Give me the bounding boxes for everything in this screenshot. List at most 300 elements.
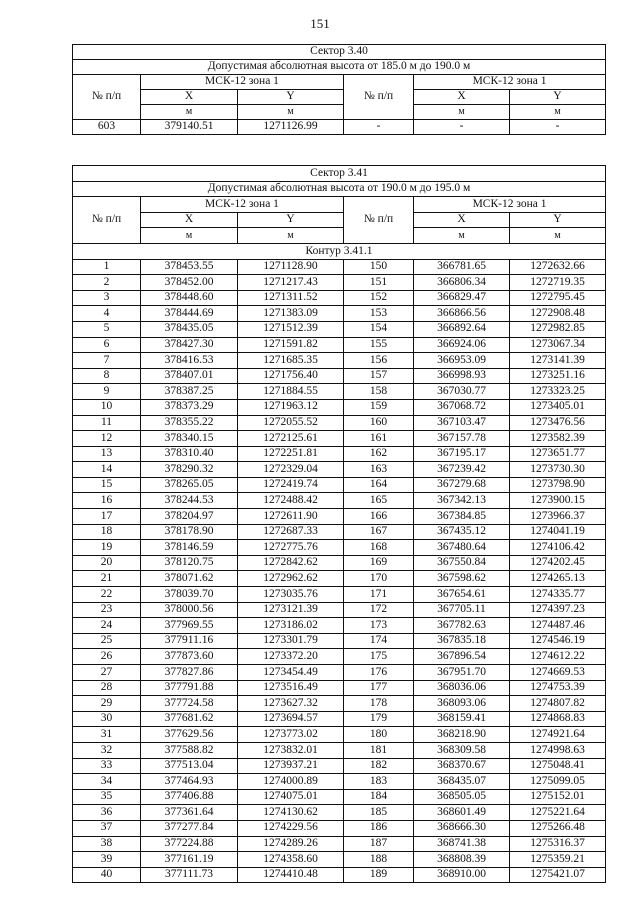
cell-y: 1272251.81 (238, 446, 344, 462)
cell-num: 38 (73, 836, 141, 852)
cell-x-2: 368159.41 (414, 711, 510, 727)
table-row (73, 446, 606, 462)
table-row (73, 462, 606, 478)
col-num-header: № п/п (73, 197, 141, 244)
cell-x-2: 367598.62 (414, 571, 510, 587)
cell-x-2: 366924.06 (414, 337, 510, 353)
cell-x: 377911.16 (141, 633, 238, 649)
cell-y-2: 1272908.48 (510, 306, 606, 322)
cell-y-2: 1274546.19 (510, 633, 606, 649)
table-row (73, 711, 606, 727)
cell-x-2: 368741.38 (414, 836, 510, 852)
cell-num: 23 (73, 602, 141, 618)
cell-y: 1271512.39 (238, 321, 344, 337)
table-row (73, 493, 606, 509)
cell-num-2: 159 (344, 399, 414, 415)
cell-num: 9 (73, 384, 141, 400)
cell-num-2: 177 (344, 680, 414, 696)
cell-y-2: 1274998.63 (510, 742, 606, 758)
cell-y-2: 1273141.39 (510, 353, 606, 369)
cell-num-2: 181 (344, 742, 414, 758)
cell-x: 379140.51 (141, 120, 238, 135)
cell-num-2: 187 (344, 836, 414, 852)
table-row (73, 852, 606, 868)
cell-x-2: 367480.64 (414, 540, 510, 556)
cell-num: 20 (73, 555, 141, 571)
cell-x-2: 368666.30 (414, 820, 510, 836)
cell-num-2: 167 (344, 524, 414, 540)
cell-y-2: 1274753.39 (510, 680, 606, 696)
cell-y: 1273186.02 (238, 618, 344, 634)
col-y-header: Y (238, 90, 344, 105)
cell-num-2: 152 (344, 290, 414, 306)
cell-y: 1273694.57 (238, 711, 344, 727)
cell-y-2: 1273798.90 (510, 477, 606, 493)
cell-y-2: 1273900.15 (510, 493, 606, 509)
cell-num-2: 164 (344, 477, 414, 493)
cell-num-2: 182 (344, 758, 414, 774)
cell-x: 378071.62 (141, 571, 238, 587)
table-row (73, 337, 606, 353)
table-row (73, 727, 606, 743)
cell-x-2: 366866.56 (414, 306, 510, 322)
cell-y-2: 1272719.35 (510, 275, 606, 291)
cell-num-2: 175 (344, 649, 414, 665)
cell-num-2: 154 (344, 321, 414, 337)
cell-y-2: 1273476.56 (510, 415, 606, 431)
cell-y-2: 1274202.45 (510, 555, 606, 571)
cell-y-2: 1273582.39 (510, 431, 606, 447)
zone-header-2: МСК-12 зона 1 (414, 75, 606, 90)
cell-y-2: 1273730.30 (510, 462, 606, 478)
cell-x-2: 366953.09 (414, 353, 510, 369)
cell-x-2: 367239.42 (414, 462, 510, 478)
cell-num: 10 (73, 399, 141, 415)
cell-x-2: 367896.54 (414, 649, 510, 665)
cell-x: 378244.53 (141, 493, 238, 509)
cell-num: 35 (73, 789, 141, 805)
cell-num: 15 (73, 477, 141, 493)
cell-y-2: 1275316.37 (510, 836, 606, 852)
cell-x-2: 366892.64 (414, 321, 510, 337)
cell-y-2: 1272632.66 (510, 259, 606, 275)
table-row (73, 571, 606, 587)
cell-x: 378000.56 (141, 602, 238, 618)
cell-y-2: - (510, 120, 606, 135)
table-row (73, 820, 606, 836)
cell-y-2: 1274335.77 (510, 587, 606, 603)
cell-x: 378448.60 (141, 290, 238, 306)
cell-x-2: 367068.72 (414, 399, 510, 415)
sector-3-41-table (72, 165, 606, 883)
cell-x-2: 367157.78 (414, 431, 510, 447)
cell-num: 37 (73, 820, 141, 836)
cell-x: 377588.82 (141, 742, 238, 758)
table-row (73, 665, 606, 681)
table-row (73, 321, 606, 337)
cell-x-2: 368218.90 (414, 727, 510, 743)
col-num-header-2: № п/п (344, 75, 414, 120)
cell-x: 378387.25 (141, 384, 238, 400)
cell-y: 1274130.62 (238, 805, 344, 821)
cell-y: 1274358.60 (238, 852, 344, 868)
unit-y-2: м (510, 228, 606, 244)
cell-x: 377629.56 (141, 727, 238, 743)
cell-x-2: 368435.07 (414, 774, 510, 790)
cell-y: 1273773.02 (238, 727, 344, 743)
cell-y: 1273454.49 (238, 665, 344, 681)
sector-title: Сектор 3.40 (73, 45, 606, 60)
table-row (73, 524, 606, 540)
cell-num-2: 172 (344, 602, 414, 618)
cell-x-2: 368036.06 (414, 680, 510, 696)
cell-y: 1271756.40 (238, 368, 344, 384)
cell-x-2: 366998.93 (414, 368, 510, 384)
cell-y: 1273372.20 (238, 649, 344, 665)
cell-x-2: 367279.68 (414, 477, 510, 493)
cell-x-2: 367782.63 (414, 618, 510, 634)
cell-num-2: 183 (344, 774, 414, 790)
cell-y: 1272329.04 (238, 462, 344, 478)
table-row (73, 415, 606, 431)
col-x-header: X (141, 90, 238, 105)
cell-x: 378435.05 (141, 321, 238, 337)
cell-num: 4 (73, 306, 141, 322)
cell-x-2: 368370.67 (414, 758, 510, 774)
cell-num-2: 185 (344, 805, 414, 821)
cell-x: 377724.58 (141, 696, 238, 712)
cell-num: 30 (73, 711, 141, 727)
cell-y: 1272055.52 (238, 415, 344, 431)
cell-x-2: - (414, 120, 510, 135)
cell-num-2: 189 (344, 867, 414, 883)
cell-x: 378310.40 (141, 446, 238, 462)
cell-num-2: 174 (344, 633, 414, 649)
cell-y-2: 1275048.41 (510, 758, 606, 774)
cell-x-2: 368910.00 (414, 867, 510, 883)
cell-num-2: - (344, 120, 414, 135)
cell-num-2: 186 (344, 820, 414, 836)
cell-x: 378407.01 (141, 368, 238, 384)
cell-num: 28 (73, 680, 141, 696)
cell-num-2: 188 (344, 852, 414, 868)
col-y-header-2: Y (510, 90, 606, 105)
cell-num-2: 166 (344, 509, 414, 525)
table-row (73, 540, 606, 556)
cell-y: 1271311.52 (238, 290, 344, 306)
cell-x: 377161.19 (141, 852, 238, 868)
cell-num: 26 (73, 649, 141, 665)
cell-num: 14 (73, 462, 141, 478)
cell-y: 1272775.76 (238, 540, 344, 556)
cell-y-2: 1273405.01 (510, 399, 606, 415)
unit-x: м (141, 105, 238, 120)
cell-x: 377791.88 (141, 680, 238, 696)
cell-x: 377277.84 (141, 820, 238, 836)
cell-x: 378355.22 (141, 415, 238, 431)
cell-y: 1272125.61 (238, 431, 344, 447)
cell-x-2: 367705.11 (414, 602, 510, 618)
cell-x: 377361.64 (141, 805, 238, 821)
cell-x-2: 368093.06 (414, 696, 510, 712)
cell-y-2: 1273966.37 (510, 509, 606, 525)
table-row (73, 696, 606, 712)
table-row (73, 399, 606, 415)
cell-y-2: 1274807.82 (510, 696, 606, 712)
cell-y-2: 1275359.21 (510, 852, 606, 868)
sector-3-40-table (72, 44, 606, 135)
cell-num-2: 151 (344, 275, 414, 291)
unit-x: м (141, 228, 238, 244)
height-range: Допустимая абсолютная высота от 190.0 м до 195.0 м (73, 181, 606, 197)
cell-y: 1271685.35 (238, 353, 344, 369)
cell-num: 36 (73, 805, 141, 821)
table-row (73, 120, 606, 135)
cell-x-2: 367435.12 (414, 524, 510, 540)
cell-y: 1271128.90 (238, 259, 344, 275)
cell-y: 1273627.32 (238, 696, 344, 712)
cell-x-2: 367342.13 (414, 493, 510, 509)
cell-num-2: 155 (344, 337, 414, 353)
cell-x-2: 367103.47 (414, 415, 510, 431)
cell-num: 17 (73, 509, 141, 525)
cell-num-2: 160 (344, 415, 414, 431)
cell-num: 12 (73, 431, 141, 447)
cell-num-2: 161 (344, 431, 414, 447)
table-row (73, 789, 606, 805)
cell-x-2: 368309.58 (414, 742, 510, 758)
table-row (73, 555, 606, 571)
cell-num: 1 (73, 259, 141, 275)
table-row (73, 290, 606, 306)
cell-num-2: 180 (344, 727, 414, 743)
cell-y: 1272611.90 (238, 509, 344, 525)
table-row (73, 368, 606, 384)
contour-label: Контур 3.41.1 (73, 243, 606, 259)
cell-y-2: 1272795.45 (510, 290, 606, 306)
cell-num-2: 169 (344, 555, 414, 571)
unit-x-2: м (414, 105, 510, 120)
cell-num-2: 157 (344, 368, 414, 384)
col-y-header-2: Y (510, 212, 606, 228)
cell-y-2: 1274612.22 (510, 649, 606, 665)
cell-num: 603 (73, 120, 141, 135)
col-num-header: № п/п (73, 75, 141, 120)
cell-x: 378039.70 (141, 587, 238, 603)
cell-num: 31 (73, 727, 141, 743)
cell-y-2: 1275221.64 (510, 805, 606, 821)
cell-x-2: 368808.39 (414, 852, 510, 868)
cell-y-2: 1274265.13 (510, 571, 606, 587)
cell-y: 1274410.48 (238, 867, 344, 883)
cell-num-2: 153 (344, 306, 414, 322)
table-row (73, 774, 606, 790)
zone-header-2: МСК-12 зона 1 (414, 197, 606, 213)
cell-num: 40 (73, 867, 141, 883)
page-number: 151 (310, 16, 330, 31)
cell-x-2: 366806.34 (414, 275, 510, 291)
cell-num: 3 (73, 290, 141, 306)
cell-y: 1274075.01 (238, 789, 344, 805)
cell-x: 378444.69 (141, 306, 238, 322)
cell-num: 27 (73, 665, 141, 681)
zone-header: МСК-12 зона 1 (141, 197, 344, 213)
cell-num-2: 171 (344, 587, 414, 603)
cell-x: 377464.93 (141, 774, 238, 790)
cell-x: 377969.55 (141, 618, 238, 634)
cell-y-2: 1275421.07 (510, 867, 606, 883)
col-x-header: X (141, 212, 238, 228)
table-row (73, 384, 606, 400)
cell-y-2: 1274921.64 (510, 727, 606, 743)
cell-x: 378204.97 (141, 509, 238, 525)
cell-x: 378120.75 (141, 555, 238, 571)
cell-num: 19 (73, 540, 141, 556)
cell-num: 32 (73, 742, 141, 758)
cell-x: 378265.05 (141, 477, 238, 493)
zone-header: МСК-12 зона 1 (141, 75, 344, 90)
cell-y: 1271591.82 (238, 337, 344, 353)
cell-x: 378340.15 (141, 431, 238, 447)
cell-num-2: 163 (344, 462, 414, 478)
height-range: Допустимая абсолютная высота от 185.0 м до 190.0 м (73, 60, 606, 75)
cell-y: 1273121.39 (238, 602, 344, 618)
cell-x: 378452.00 (141, 275, 238, 291)
cell-num: 5 (73, 321, 141, 337)
cell-y-2: 1274041.19 (510, 524, 606, 540)
cell-x-2: 367951.70 (414, 665, 510, 681)
table-row (73, 758, 606, 774)
table-row (73, 431, 606, 447)
cell-y-2: 1273651.77 (510, 446, 606, 462)
cell-y-2: 1273323.25 (510, 384, 606, 400)
cell-num: 34 (73, 774, 141, 790)
cell-y-2: 1273067.34 (510, 337, 606, 353)
cell-x: 377513.04 (141, 758, 238, 774)
cell-y-2: 1274397.23 (510, 602, 606, 618)
cell-x-2: 366829.47 (414, 290, 510, 306)
cell-num: 18 (73, 524, 141, 540)
table-row (73, 618, 606, 634)
cell-num-2: 179 (344, 711, 414, 727)
cell-x: 377827.86 (141, 665, 238, 681)
cell-num-2: 168 (344, 540, 414, 556)
cell-y-2: 1274868.83 (510, 711, 606, 727)
cell-y-2: 1272982.85 (510, 321, 606, 337)
cell-x-2: 367384.85 (414, 509, 510, 525)
cell-y: 1271884.55 (238, 384, 344, 400)
cell-x: 378453.55 (141, 259, 238, 275)
table-row (73, 649, 606, 665)
cell-y-2: 1275266.48 (510, 820, 606, 836)
cell-num-2: 176 (344, 665, 414, 681)
cell-x-2: 368505.05 (414, 789, 510, 805)
cell-num: 16 (73, 493, 141, 509)
cell-num-2: 184 (344, 789, 414, 805)
cell-num-2: 170 (344, 571, 414, 587)
table-row (73, 805, 606, 821)
cell-num-2: 158 (344, 384, 414, 400)
cell-y: 1273516.49 (238, 680, 344, 696)
cell-y: 1271126.99 (238, 120, 344, 135)
table-row (73, 602, 606, 618)
cell-y: 1274000.89 (238, 774, 344, 790)
table-row (73, 742, 606, 758)
col-x-header-2: X (414, 90, 510, 105)
table-row (73, 259, 606, 275)
cell-x-2: 366781.65 (414, 259, 510, 275)
cell-num-2: 165 (344, 493, 414, 509)
unit-y-2: м (510, 105, 606, 120)
cell-x: 377406.88 (141, 789, 238, 805)
cell-x-2: 367835.18 (414, 633, 510, 649)
cell-y: 1271963.12 (238, 399, 344, 415)
cell-y-2: 1273251.16 (510, 368, 606, 384)
cell-x-2: 367030.77 (414, 384, 510, 400)
cell-y: 1272488.42 (238, 493, 344, 509)
table-row (73, 633, 606, 649)
cell-x: 377681.62 (141, 711, 238, 727)
cell-y: 1273937.21 (238, 758, 344, 774)
cell-y-2: 1275099.05 (510, 774, 606, 790)
cell-y: 1273035.76 (238, 587, 344, 603)
cell-x: 377111.73 (141, 867, 238, 883)
cell-y: 1271383.09 (238, 306, 344, 322)
cell-num: 7 (73, 353, 141, 369)
col-y-header: Y (238, 212, 344, 228)
cell-y: 1274289.26 (238, 836, 344, 852)
cell-y: 1273301.79 (238, 633, 344, 649)
cell-num: 39 (73, 852, 141, 868)
unit-y: м (238, 228, 344, 244)
cell-num-2: 156 (344, 353, 414, 369)
cell-x: 377873.60 (141, 649, 238, 665)
cell-x-2: 367550.84 (414, 555, 510, 571)
cell-y: 1274229.56 (238, 820, 344, 836)
cell-y: 1272687.33 (238, 524, 344, 540)
cell-x-2: 368601.49 (414, 805, 510, 821)
sector-title: Сектор 3.41 (73, 166, 606, 182)
cell-x: 378146.59 (141, 540, 238, 556)
cell-num-2: 162 (344, 446, 414, 462)
table-row (73, 353, 606, 369)
cell-num: 21 (73, 571, 141, 587)
cell-y-2: 1274487.46 (510, 618, 606, 634)
table-row (73, 275, 606, 291)
cell-y: 1272842.62 (238, 555, 344, 571)
cell-num: 11 (73, 415, 141, 431)
cell-y-2: 1274106.42 (510, 540, 606, 556)
col-num-header-2: № п/п (344, 197, 414, 244)
cell-num: 22 (73, 587, 141, 603)
table-row (73, 836, 606, 852)
cell-x: 377224.88 (141, 836, 238, 852)
cell-x: 378290.32 (141, 462, 238, 478)
cell-num: 29 (73, 696, 141, 712)
cell-x-2: 367195.17 (414, 446, 510, 462)
col-x-header-2: X (414, 212, 510, 228)
table-row (73, 680, 606, 696)
cell-num: 6 (73, 337, 141, 353)
cell-y-2: 1274669.53 (510, 665, 606, 681)
cell-num: 25 (73, 633, 141, 649)
cell-x: 378373.29 (141, 399, 238, 415)
cell-x: 378416.53 (141, 353, 238, 369)
cell-x-2: 367654.61 (414, 587, 510, 603)
cell-num: 13 (73, 446, 141, 462)
cell-num: 8 (73, 368, 141, 384)
cell-y: 1271217.43 (238, 275, 344, 291)
